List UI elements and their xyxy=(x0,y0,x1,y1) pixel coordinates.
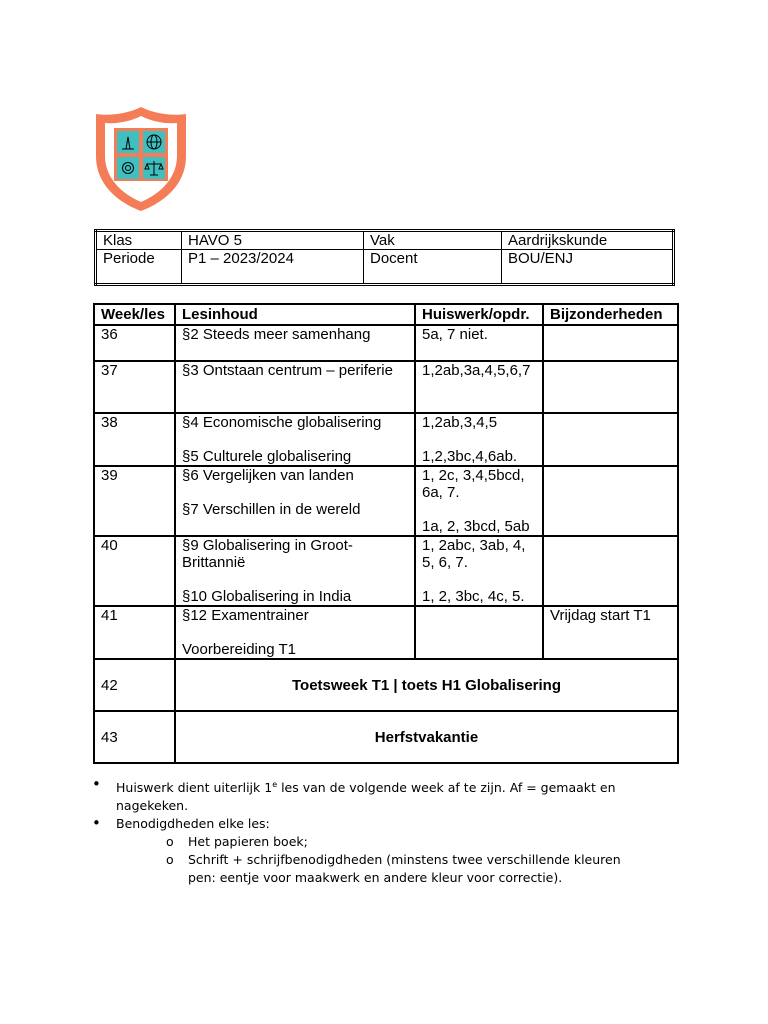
label-klas: Klas xyxy=(96,231,182,250)
table-row xyxy=(94,325,678,361)
value-periode: P1 – 2023/2024 xyxy=(182,250,364,285)
week-cell: 39 xyxy=(94,466,175,536)
table-row xyxy=(94,361,678,413)
content-cell: §2 Steeds meer samenhang xyxy=(175,325,415,361)
schedule-header-row xyxy=(94,304,678,325)
label-periode: Periode xyxy=(96,250,182,285)
holiday-cell: Herfstvakantie xyxy=(175,711,678,763)
notes-cell: Vrijdag start T1 xyxy=(543,606,678,659)
content-cell: §12 Examentrainer Voorbereiding T1 xyxy=(175,606,415,659)
course-info-table xyxy=(94,229,675,286)
sub-item-notebook: o Schrift + schrijfbenodigdheden (minstens twee verschillende kleuren pen: eentje voor maakwerk en andere kleur voor correctie). xyxy=(116,851,650,887)
notes-cell xyxy=(543,361,678,413)
table-row xyxy=(94,466,678,536)
week-cell: 40 xyxy=(94,536,175,606)
info-row-period xyxy=(96,250,674,285)
content-cell: §3 Ontstaan centrum – periferie xyxy=(175,361,415,413)
content-cell: §6 Vergelijken van landen §7 Verschillen in de wereld xyxy=(175,466,415,536)
homework-cell: 1, 2c, 3,4,5bcd, 6a, 7. 1a, 2, 3bcd, 5ab xyxy=(415,466,543,536)
value-docent: BOU/ENJ xyxy=(502,250,674,285)
notes-cell xyxy=(543,325,678,361)
value-vak: Aardrijkskunde xyxy=(502,231,674,250)
header-week: Week/les xyxy=(94,304,175,325)
table-row xyxy=(94,606,678,659)
label-docent: Docent xyxy=(364,250,502,285)
content-cell: §9 Globalisering in Groot-Brittannië §10 Globalisering in India xyxy=(175,536,415,606)
content-cell: §4 Economische globalisering §5 Culturele globalisering xyxy=(175,413,415,466)
info-row-class xyxy=(96,231,674,250)
bullet-homework: • Huiswerk dient uiterlijk 1e les van de volgende week af te zijn. Af = gemaakt en nagekeken. xyxy=(90,776,650,815)
homework-cell: 1,2ab,3a,4,5,6,7 xyxy=(415,361,543,413)
school-shield-logo xyxy=(92,104,190,214)
test-week-cell: Toetsweek T1 | toets H1 Globalisering xyxy=(175,659,678,711)
sub-item-book: o Het papieren boek; xyxy=(116,833,650,851)
homework-cell: 1, 2abc, 3ab, 4, 5, 6, 7. 1, 2, 3bc, 4c, 5. xyxy=(415,536,543,606)
schedule-table xyxy=(93,303,679,764)
week-cell: 37 xyxy=(94,361,175,413)
week-cell: 42 xyxy=(94,659,175,711)
header-homework: Huiswerk/opdr. xyxy=(415,304,543,325)
header-content: Lesinhoud xyxy=(175,304,415,325)
notes-cell xyxy=(543,466,678,536)
value-klas: HAVO 5 xyxy=(182,231,364,250)
bullet-supplies: • Benodigdheden elke les: o Het papieren boek; o Schrift + schrijfbenodigdheden (minstens twee verschillende kleuren pen: eentje voor maakwerk en andere kleur voor correctie). xyxy=(90,815,650,887)
week-cell: 38 xyxy=(94,413,175,466)
week-cell: 43 xyxy=(94,711,175,763)
notes-section xyxy=(90,776,650,887)
table-row xyxy=(94,659,678,711)
table-row xyxy=(94,413,678,466)
header-notes: Bijzonderheden xyxy=(543,304,678,325)
label-vak: Vak xyxy=(364,231,502,250)
notes-cell xyxy=(543,413,678,466)
homework-cell: 1,2ab,3,4,5 1,2,3bc,4,6ab. xyxy=(415,413,543,466)
week-cell: 41 xyxy=(94,606,175,659)
week-cell: 36 xyxy=(94,325,175,361)
notes-cell xyxy=(543,536,678,606)
homework-cell: 5a, 7 niet. xyxy=(415,325,543,361)
table-row xyxy=(94,711,678,763)
table-row xyxy=(94,536,678,606)
homework-cell xyxy=(415,606,543,659)
